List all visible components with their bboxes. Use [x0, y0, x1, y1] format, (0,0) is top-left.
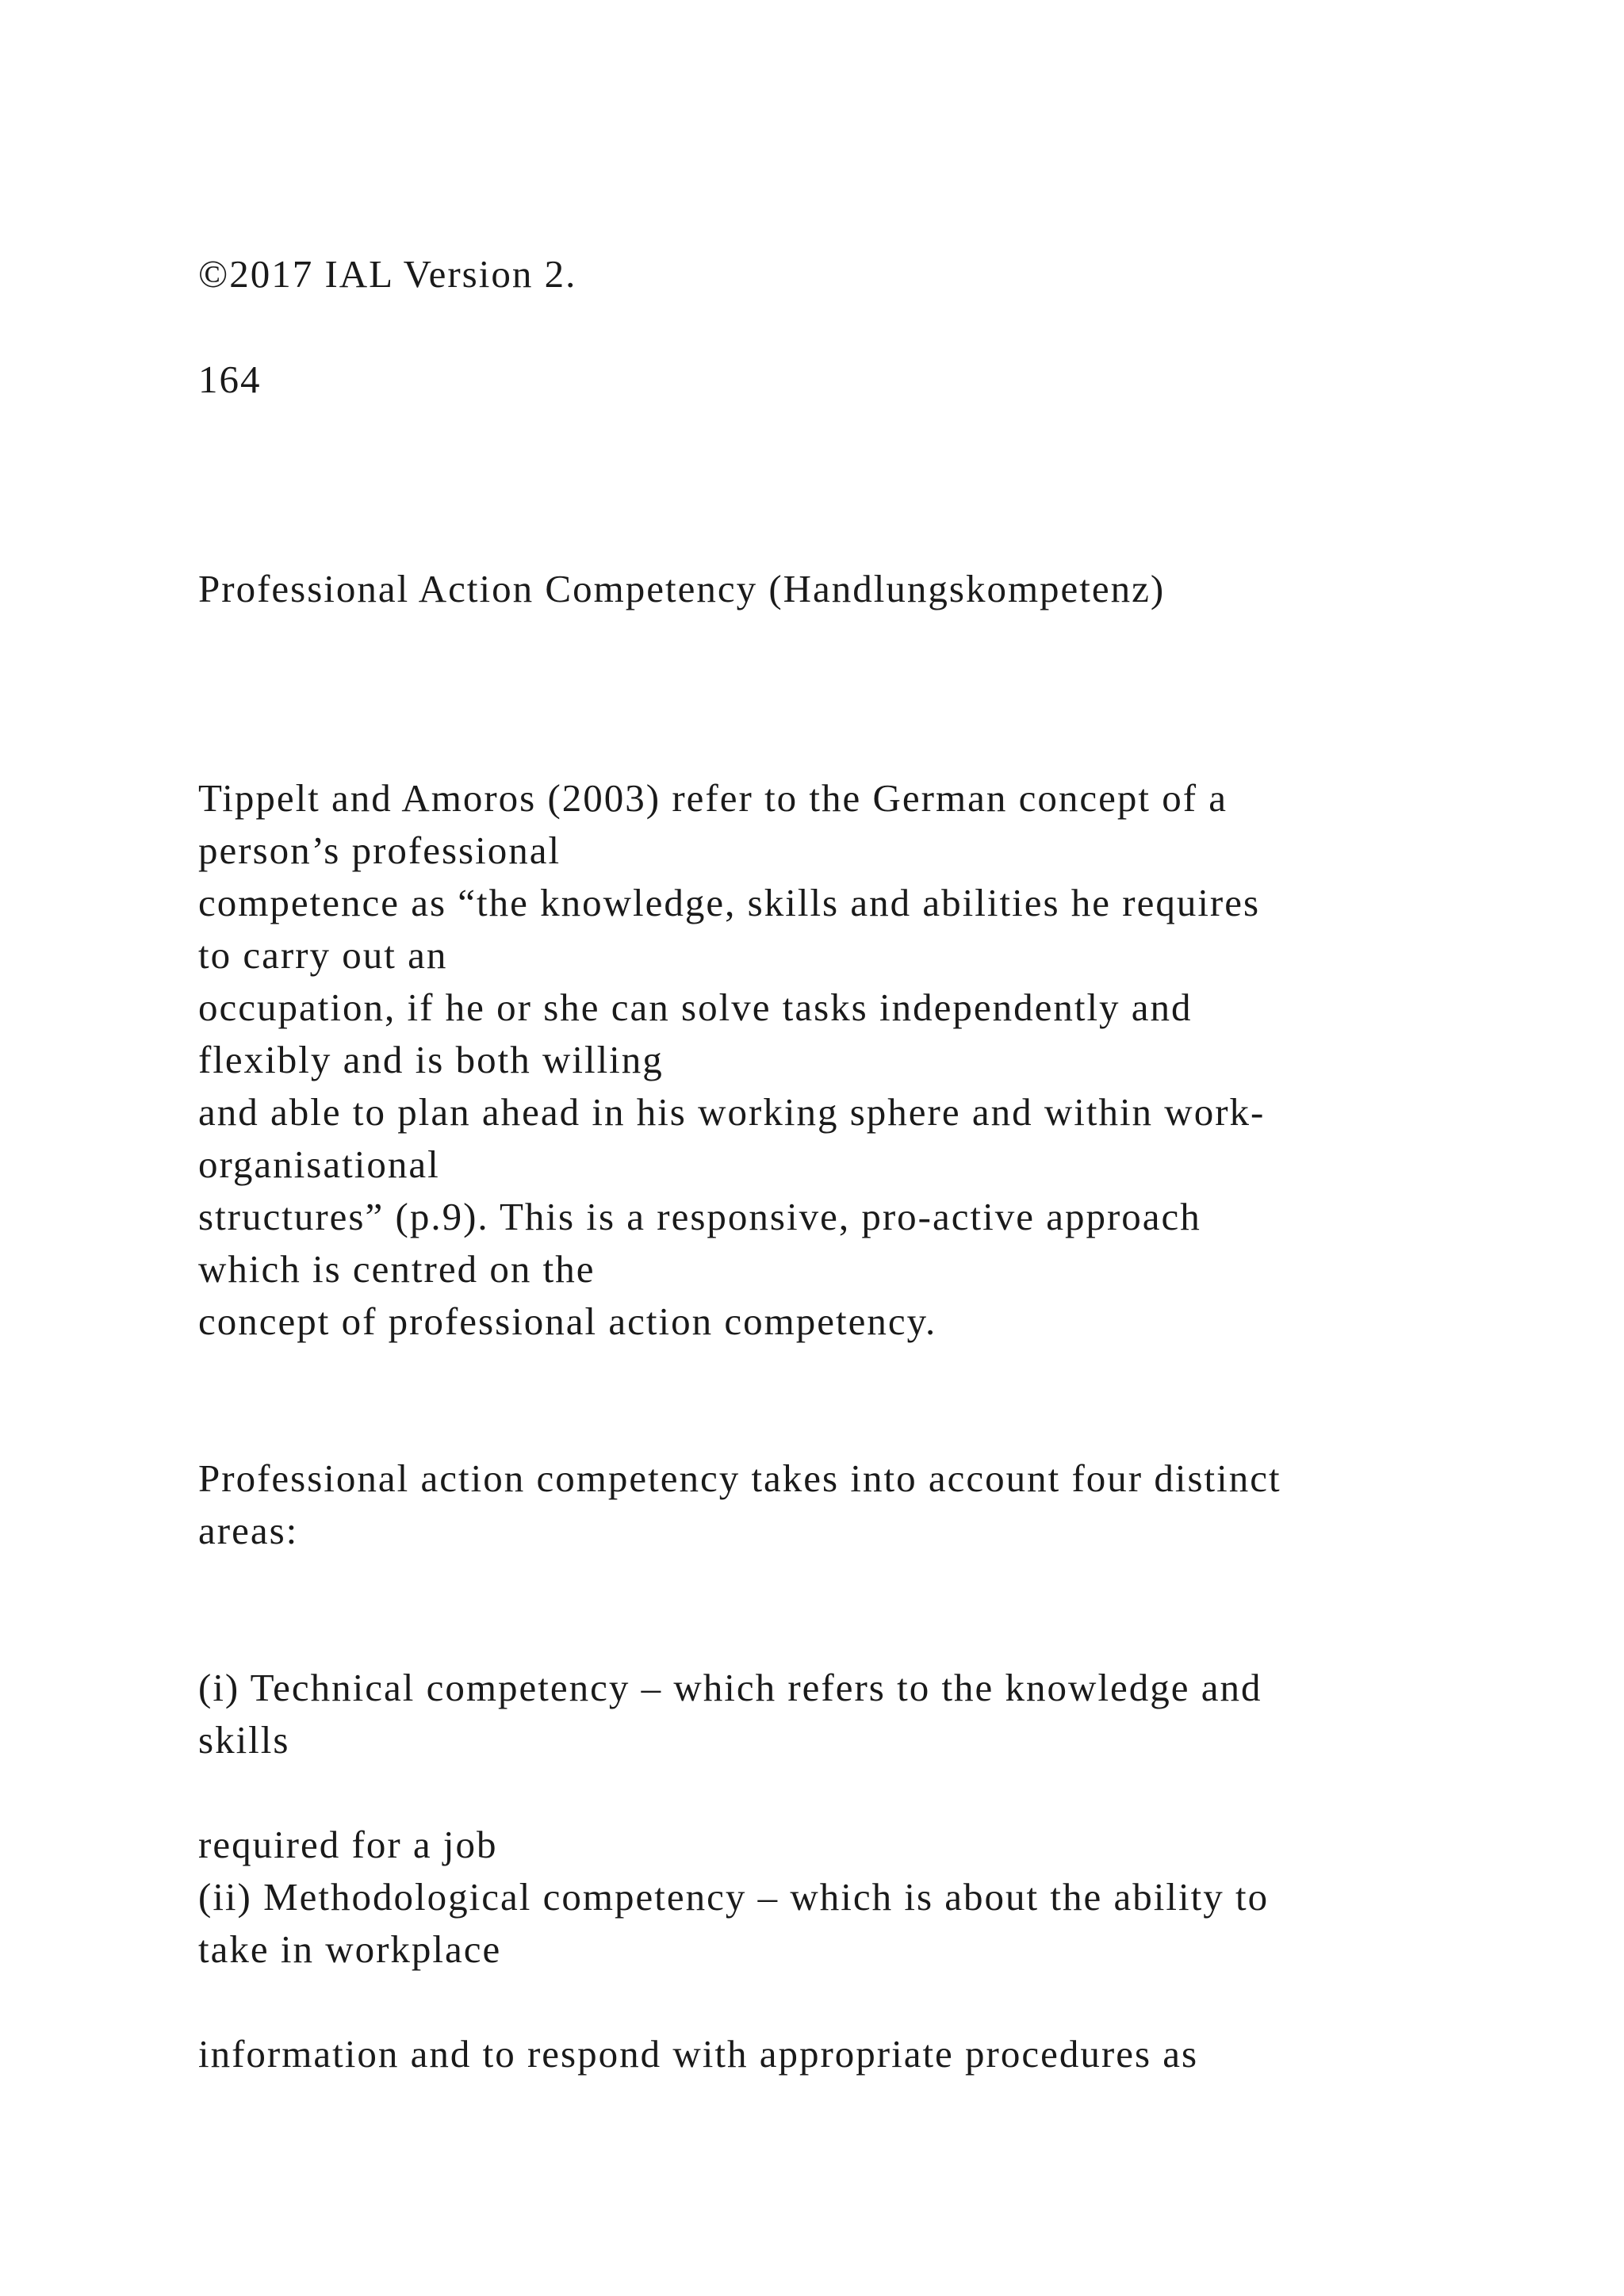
list-item-line: information and to respond with appropriate procedures as	[198, 2032, 1199, 2076]
paragraph-line: occupation, if he or she can solve tasks independently and	[198, 985, 1193, 1029]
paragraph-line: and able to plan ahead in his working sphere and within work-	[198, 1090, 1266, 1134]
list-item-line: required for a job	[198, 1823, 498, 1866]
paragraph-line: person’s professional	[198, 828, 561, 872]
paragraph-line: areas:	[198, 1509, 299, 1552]
paragraph-line: Tippelt and Amoros (2003) refer to the German concept of a	[198, 776, 1228, 820]
list-item-line: (ii) Methodological competency – which is about the ability to	[198, 1875, 1270, 1919]
paragraph-line: concept of professional action competency.	[198, 1299, 937, 1343]
paragraph-line: structures” (p.9). This is a responsive, pro-active approach	[198, 1195, 1201, 1238]
page-number: 164	[198, 358, 262, 401]
list-item-line: (i) Technical competency – which refers to the knowledge and	[198, 1666, 1262, 1709]
paragraph-line: organisational	[198, 1142, 440, 1186]
paragraph-line: Professional action competency takes into account four distinct	[198, 1456, 1281, 1500]
paragraph-line: which is centred on the	[198, 1247, 596, 1291]
paragraph-line: to carry out an	[198, 933, 448, 977]
paragraph-line: flexibly and is both willing	[198, 1038, 664, 1081]
section-heading: Professional Action Competency (Handlungskompetenz)	[198, 567, 1166, 610]
paragraph-line: competence as “the knowledge, skills and abilities he requires	[198, 881, 1261, 924]
list-item-line: skills	[198, 1718, 290, 1762]
copyright-line: ©2017 IAL Version 2.	[198, 252, 577, 296]
list-item-line: take in workplace	[198, 1927, 502, 1971]
